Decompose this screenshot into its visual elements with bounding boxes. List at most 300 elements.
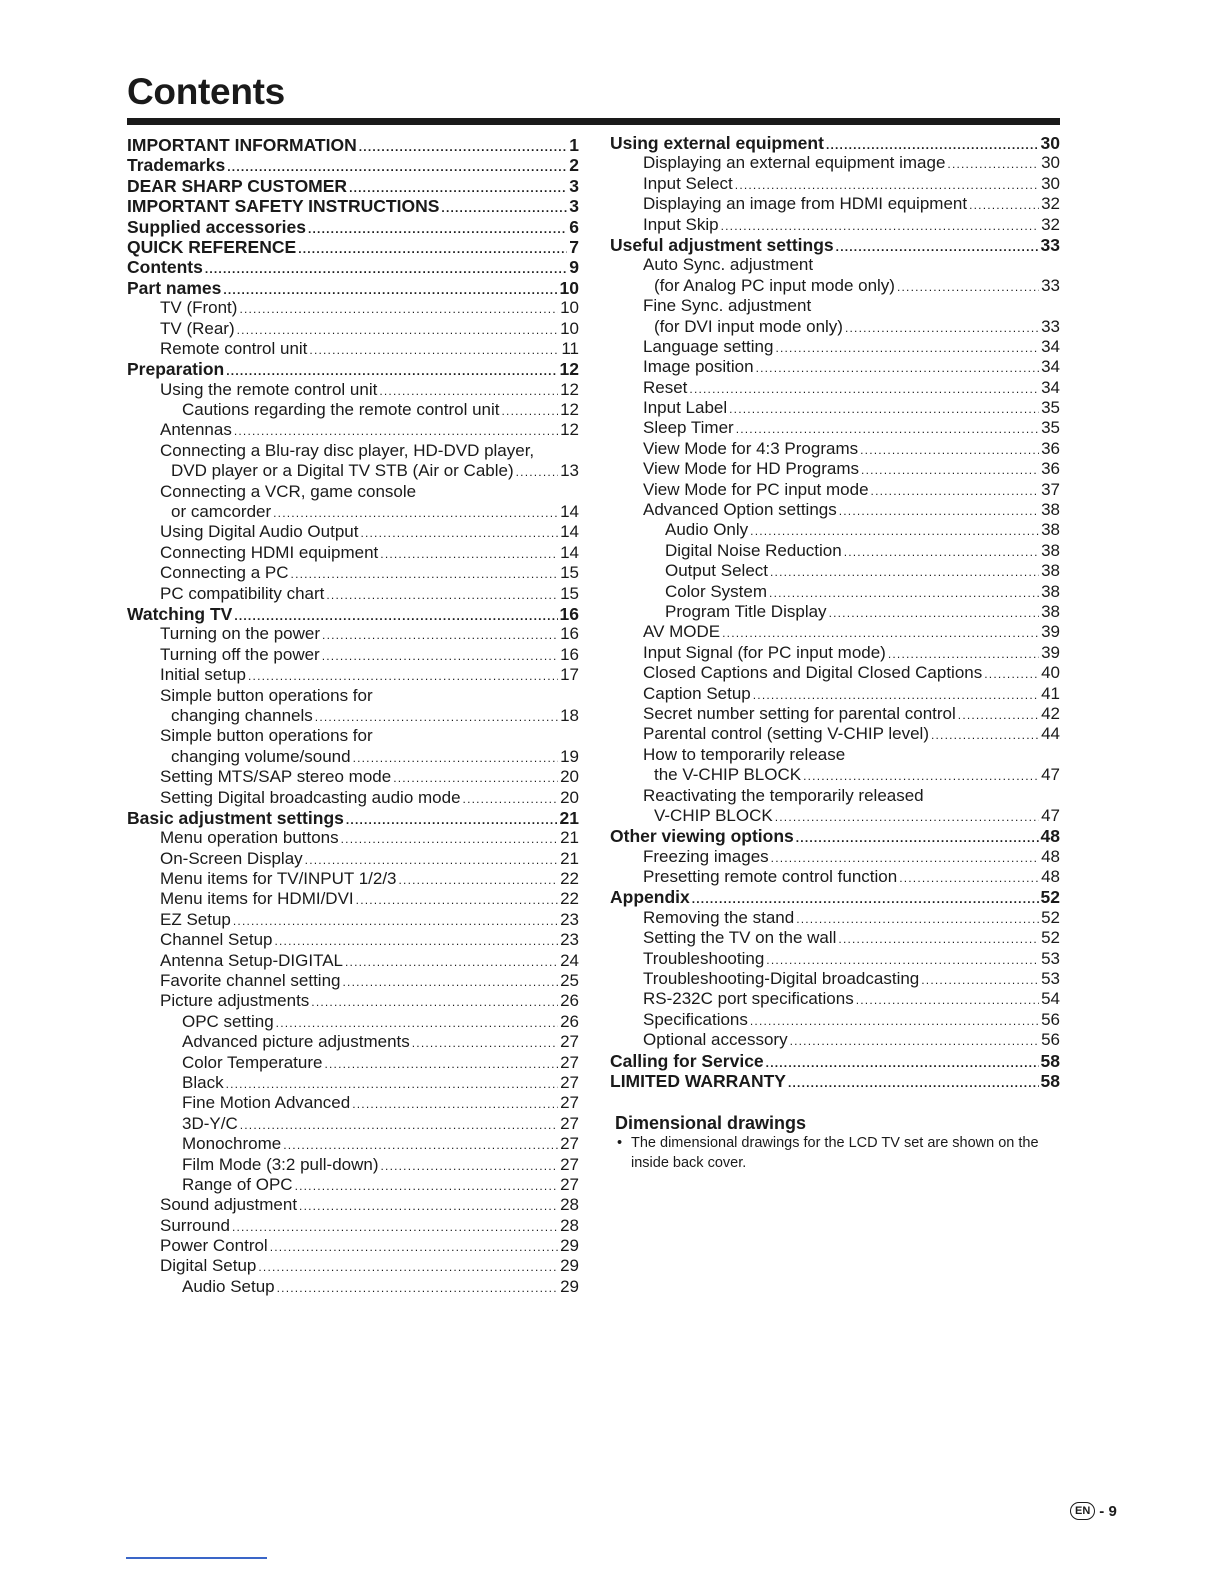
toc-leader-dots <box>845 318 1039 338</box>
toc-entry-label: or camcorder <box>171 502 272 522</box>
toc-entry-label: Setting MTS/SAP stereo mode <box>160 767 392 787</box>
toc-entry-page: 36 <box>1041 438 1060 458</box>
toc-entry-page: 28 <box>560 1215 579 1235</box>
toc-entry-label: Freezing images <box>643 846 769 866</box>
toc-entry[interactable] <box>127 1175 579 1195</box>
toc-entry[interactable] <box>127 196 579 216</box>
toc-entry[interactable] <box>127 461 579 481</box>
toc-entry[interactable] <box>610 520 1060 540</box>
toc-entry-label: Menu items for TV/INPUT 1/2/3 <box>160 869 397 889</box>
toc-entry-page: 14 <box>560 502 579 522</box>
page-number <box>1070 1502 1117 1520</box>
toc-entry[interactable] <box>610 847 1060 867</box>
toc-entry-page: 29 <box>560 1256 579 1276</box>
toc-entry[interactable] <box>127 441 579 461</box>
toc-entry[interactable] <box>127 1277 579 1297</box>
toc-leader-dots <box>324 1054 558 1074</box>
toc-entry[interactable] <box>127 135 579 155</box>
toc-entry-page: 22 <box>560 889 579 909</box>
toc-entry-label: Connecting a Blu-ray disc player, HD-DVD player, <box>160 440 535 460</box>
toc-entry-label: Calling for Service <box>610 1050 764 1071</box>
toc-entry-label: Channel Setup <box>160 930 273 950</box>
toc-entry[interactable] <box>127 359 579 379</box>
toc-entry-page: 26 <box>560 1011 579 1031</box>
toc-entry[interactable] <box>610 276 1060 296</box>
toc-entry-label: How to temporarily release <box>643 744 846 764</box>
toc-entry[interactable] <box>610 806 1060 826</box>
toc-leader-dots <box>234 421 558 441</box>
toc-leader-dots <box>826 135 1039 155</box>
toc-entry-page: 27 <box>560 1052 579 1072</box>
toc-entry-label: Supplied accessories <box>127 216 306 237</box>
toc-leader-dots <box>771 848 1039 868</box>
toc-entry[interactable] <box>127 1256 579 1276</box>
toc-leader-dots <box>295 1176 559 1196</box>
toc-entry-page: 24 <box>560 950 579 970</box>
toc-entry-label: DVD player or a Digital TV STB (Air or Cable) <box>171 461 514 481</box>
toc-entry-page: 7 <box>569 236 579 257</box>
toc-leader-dots <box>359 137 568 157</box>
toc-entry-page: 30 <box>1040 133 1060 153</box>
toc-leader-dots <box>756 358 1040 378</box>
toc-leader-dots <box>921 970 1039 990</box>
toc-entry-label: Setting Digital broadcasting audio mode <box>160 787 461 807</box>
toc-entry[interactable] <box>127 1093 579 1113</box>
title-rule <box>127 118 1060 125</box>
toc-entry-label: Displaying an image from HDMI equipment <box>643 194 968 214</box>
toc-leader-dots <box>836 237 1039 257</box>
toc-leader-dots <box>856 990 1039 1010</box>
toc-entry-label: Monochrome <box>182 1134 282 1154</box>
toc-entry-label: V-CHIP BLOCK <box>654 805 773 825</box>
toc-entry[interactable] <box>610 296 1060 316</box>
toc-entry[interactable] <box>610 500 1060 520</box>
toc-leader-dots <box>308 219 567 239</box>
toc-leader-dots <box>270 1237 558 1257</box>
toc-leader-dots <box>947 154 1039 174</box>
toc-leader-dots <box>248 666 558 686</box>
toc-entry[interactable] <box>610 826 1060 846</box>
toc-entry[interactable] <box>127 176 579 196</box>
toc-entry[interactable] <box>127 706 579 726</box>
toc-entry-page: 53 <box>1041 969 1060 989</box>
toc-leader-dots <box>277 1278 558 1298</box>
toc-entry[interactable] <box>127 257 579 277</box>
toc-entry-label: Closed Captions and Digital Closed Captions <box>643 663 983 683</box>
toc-entry-page: 3 <box>569 196 579 217</box>
toc-entry[interactable] <box>127 563 579 583</box>
toc-entry[interactable] <box>610 908 1060 928</box>
toc-entry-label: RS-232C port specifications <box>643 989 854 1009</box>
dimensional-drawings-note <box>617 1134 1067 1173</box>
toc-entry[interactable] <box>127 1195 579 1215</box>
toc-entry[interactable] <box>127 584 579 604</box>
toc-entry-label: Initial setup <box>160 665 246 685</box>
toc-leader-dots <box>861 460 1039 480</box>
toc-entry[interactable] <box>127 1053 579 1073</box>
toc-leader-dots <box>356 890 558 910</box>
toc-entry-label: Audio Setup <box>182 1276 275 1296</box>
toc-entry[interactable] <box>610 949 1060 969</box>
toc-entry-page: 27 <box>560 1093 579 1113</box>
toc-entry[interactable] <box>127 869 579 889</box>
toc-leader-dots <box>393 768 558 788</box>
dimensional-drawings-text: The dimensional drawings for the LCD TV set are shown on the inside back cover. <box>631 1135 1039 1171</box>
toc-entry-label: Range of OPC <box>182 1174 293 1194</box>
toc-leader-dots <box>958 705 1039 725</box>
toc-entry[interactable] <box>610 418 1060 438</box>
toc-entry[interactable] <box>127 400 579 420</box>
toc-leader-dots <box>343 972 559 992</box>
toc-entry-page: 16 <box>560 644 579 664</box>
toc-entry[interactable] <box>610 684 1060 704</box>
toc-entry-label: AV MODE <box>643 622 721 642</box>
toc-entry-page: 21 <box>560 848 579 868</box>
toc-entry-label: Program Title Display <box>665 601 827 621</box>
toc-entry[interactable] <box>127 726 579 746</box>
toc-entry-label: Menu operation buttons <box>160 828 339 848</box>
toc-entry[interactable] <box>610 928 1060 948</box>
toc-entry-label: Useful adjustment settings <box>610 234 834 255</box>
toc-entry[interactable] <box>127 951 579 971</box>
toc-entry-page: 37 <box>1041 479 1060 499</box>
toc-entry-label: Preparation <box>127 359 225 380</box>
toc-entry-label: OPC setting <box>182 1011 274 1031</box>
toc-leader-dots <box>897 277 1039 297</box>
toc-entry-page: 35 <box>1041 398 1060 418</box>
toc-entry-page: 48 <box>1041 867 1060 887</box>
toc-entry[interactable] <box>610 745 1060 765</box>
toc-leader-dots <box>380 544 558 564</box>
toc-leader-dots <box>273 503 558 523</box>
toc-entry[interactable] <box>127 808 579 828</box>
toc-entry-label: Color System <box>665 581 768 601</box>
toc-entry[interactable] <box>127 420 579 440</box>
toc-entry-page: 28 <box>560 1195 579 1215</box>
toc-entry-label: IMPORTANT INFORMATION <box>127 135 357 155</box>
toc-leader-dots <box>226 1074 559 1094</box>
toc-leader-dots <box>291 564 559 584</box>
toc-entry[interactable] <box>610 704 1060 724</box>
toc-leader-dots <box>299 1196 558 1216</box>
toc-entry-label: Power Control <box>160 1236 268 1256</box>
toc-entry[interactable] <box>610 174 1060 194</box>
toc-leader-dots <box>766 1053 1039 1073</box>
toc-entry-page: 14 <box>560 522 579 542</box>
toc-entry-label: Other viewing options <box>610 826 794 847</box>
toc-entry-label: Menu items for HDMI/DVI <box>160 889 354 909</box>
toc-leader-dots <box>322 646 558 666</box>
toc-entry-label: Using Digital Audio Output <box>160 522 359 542</box>
toc-entry-page: 3 <box>569 175 579 196</box>
toc-leader-dots <box>692 889 1039 909</box>
toc-entry-page: 40 <box>1041 663 1060 683</box>
toc-leader-dots <box>239 299 558 319</box>
toc-entry-page: 20 <box>560 787 579 807</box>
toc-entry-label: Using external equipment <box>610 133 824 153</box>
toc-entry[interactable] <box>127 788 579 808</box>
toc-leader-dots <box>899 868 1039 888</box>
toc-entry-page: 30 <box>1041 153 1060 173</box>
toc-entry-page: 29 <box>560 1236 579 1256</box>
toc-entry[interactable] <box>127 1216 579 1236</box>
toc-leader-dots <box>829 603 1040 623</box>
toc-entry-page: 13 <box>560 461 579 481</box>
toc-entry-page: 21 <box>560 828 579 848</box>
toc-entry[interactable] <box>610 480 1060 500</box>
toc-entry-page: 38 <box>1041 540 1060 560</box>
toc-entry[interactable] <box>127 665 579 685</box>
toc-entry-page: 36 <box>1041 459 1060 479</box>
toc-entry-label: Troubleshooting-Digital broadcasting <box>643 969 920 989</box>
toc-entry[interactable] <box>127 217 579 237</box>
toc-entry-page: 9 <box>569 257 579 278</box>
toc-leader-dots <box>326 585 558 605</box>
toc-entry[interactable] <box>127 624 579 644</box>
toc-entry-label: Contents <box>127 257 203 278</box>
toc-entry-page: 33 <box>1041 316 1060 336</box>
toc-leader-dots <box>722 623 1039 643</box>
toc-entry-label: QUICK REFERENCE <box>127 236 297 257</box>
toc-entry[interactable] <box>610 215 1060 235</box>
toc-leader-dots <box>860 440 1039 460</box>
toc-entry[interactable] <box>127 543 579 563</box>
toc-leader-dots <box>379 381 558 401</box>
toc-entry[interactable] <box>610 724 1060 744</box>
toc-entry[interactable] <box>127 645 579 665</box>
toc-entry[interactable] <box>127 747 579 767</box>
toc-leader-dots <box>838 929 1039 949</box>
toc-entry[interactable] <box>127 339 579 359</box>
toc-entry-page: 33 <box>1041 275 1060 295</box>
toc-entry[interactable] <box>127 1134 579 1154</box>
toc-leader-dots <box>234 606 557 626</box>
toc-leader-dots <box>258 1257 558 1277</box>
toc-entry[interactable] <box>610 765 1060 785</box>
toc-entry[interactable] <box>127 1073 579 1093</box>
toc-entry-page: 32 <box>1041 214 1060 234</box>
toc-leader-dots <box>753 685 1039 705</box>
toc-leader-dots <box>227 157 567 177</box>
toc-entry-page: 42 <box>1041 703 1060 723</box>
toc-leader-dots <box>931 725 1039 745</box>
toc-entry-label: Antenna Setup-DIGITAL <box>160 950 344 970</box>
toc-entry[interactable] <box>610 398 1060 418</box>
toc-entry[interactable] <box>127 604 579 624</box>
toc-entry[interactable] <box>610 378 1060 398</box>
toc-entry[interactable] <box>127 910 579 930</box>
toc-leader-dots <box>888 644 1039 664</box>
toc-leader-dots <box>276 1013 558 1033</box>
toc-entry-page: 58 <box>1040 1070 1060 1091</box>
toc-entry[interactable] <box>610 887 1060 907</box>
toc-leader-dots <box>353 748 559 768</box>
toc-entry[interactable] <box>127 971 579 991</box>
toc-entry-label: Input Label <box>643 398 728 418</box>
toc-entry-label: View Mode for HD Programs <box>643 459 860 479</box>
toc-entry-label: Reactivating the temporarily released <box>643 785 924 805</box>
toc-leader-dots <box>844 542 1039 562</box>
toc-entry[interactable] <box>127 482 579 502</box>
toc-entry-label: View Mode for PC input mode <box>643 479 869 499</box>
toc-entry[interactable] <box>610 663 1060 683</box>
toc-entry-page: 10 <box>560 318 579 338</box>
toc-left-column <box>127 135 579 1297</box>
toc-entry-page: 27 <box>560 1174 579 1194</box>
toc-entry[interactable] <box>127 237 579 257</box>
toc-entry-label: Simple button operations for <box>160 726 373 746</box>
toc-entry-page: 18 <box>560 705 579 725</box>
toc-leader-dots <box>237 320 558 340</box>
toc-entry-page: 41 <box>1041 683 1060 703</box>
toc-entry-page: 16 <box>560 624 579 644</box>
dimensional-drawings-heading: Dimensional drawings <box>615 1113 807 1133</box>
toc-entry[interactable] <box>127 278 579 298</box>
toc-entry[interactable] <box>127 522 579 542</box>
toc-entry-page: 27 <box>560 1154 579 1174</box>
toc-entry-page: 12 <box>560 420 579 440</box>
toc-leader-dots <box>233 911 558 931</box>
toc-entry[interactable] <box>610 1051 1060 1071</box>
toc-entry[interactable] <box>127 889 579 909</box>
toc-entry-label: Fine Sync. adjustment <box>643 296 812 316</box>
toc-entry[interactable] <box>127 1155 579 1175</box>
toc-entry[interactable] <box>610 643 1060 663</box>
toc-entry[interactable] <box>127 828 579 848</box>
toc-leader-dots <box>721 216 1039 236</box>
toc-entry[interactable] <box>610 541 1060 561</box>
toc-entry[interactable] <box>610 337 1060 357</box>
toc-leader-dots <box>349 178 567 198</box>
toc-entry[interactable] <box>127 991 579 1011</box>
toc-entry[interactable] <box>127 380 579 400</box>
toc-entry[interactable] <box>127 767 579 787</box>
toc-entry-page: 20 <box>560 767 579 787</box>
toc-entry[interactable] <box>610 357 1060 377</box>
toc-leader-dots <box>750 1011 1039 1031</box>
toc-entry-page: 38 <box>1041 581 1060 601</box>
toc-entry[interactable] <box>610 989 1060 1009</box>
toc-entry-page: 47 <box>1041 805 1060 825</box>
toc-entry-label: Part names <box>127 277 222 298</box>
page-title: Contents <box>127 71 285 112</box>
toc-entry-label: Appendix <box>610 887 690 908</box>
toc-entry-page: 47 <box>1041 765 1060 785</box>
toc-entry-page: 19 <box>560 746 579 766</box>
toc-entry[interactable] <box>127 1114 579 1134</box>
toc-entry[interactable] <box>127 155 579 175</box>
toc-entry-label: Digital Setup <box>160 1256 257 1276</box>
toc-entry[interactable] <box>610 582 1060 602</box>
toc-leader-dots <box>322 625 558 645</box>
toc-entry-page: 15 <box>560 563 579 583</box>
toc-entry-label: Surround <box>160 1215 230 1235</box>
toc-entry-label: Secret number setting for parental control <box>643 703 956 723</box>
toc-leader-dots <box>283 1135 558 1155</box>
toc-entry[interactable] <box>610 1030 1060 1050</box>
toc-entry[interactable] <box>610 867 1060 887</box>
toc-entry[interactable] <box>610 969 1060 989</box>
toc-leader-dots <box>788 1073 1039 1093</box>
toc-entry-page: 27 <box>560 1032 579 1052</box>
toc-entry-page: 56 <box>1041 1030 1060 1050</box>
toc-entry-page: 56 <box>1041 1009 1060 1029</box>
toc-entry[interactable] <box>127 1236 579 1256</box>
toc-entry-page: 6 <box>569 216 579 237</box>
toc-entry-label: Turning off the power <box>160 644 320 664</box>
bullet-icon: • <box>617 1135 623 1151</box>
toc-entry[interactable] <box>127 319 579 339</box>
toc-leader-dots <box>223 280 557 300</box>
toc-entry-page: 35 <box>1041 418 1060 438</box>
toc-entry[interactable] <box>610 622 1060 642</box>
toc-entry-page: 52 <box>1041 928 1060 948</box>
toc-entry-label: TV (Rear) <box>160 318 235 338</box>
toc-entry[interactable] <box>610 459 1060 479</box>
toc-entry[interactable] <box>610 1010 1060 1030</box>
toc-entry-label: Basic adjustment settings <box>127 807 344 828</box>
toc-entry-label: Optional accessory <box>643 1030 788 1050</box>
toc-entry[interactable] <box>610 255 1060 275</box>
toc-entry-label: Watching TV <box>127 603 233 624</box>
toc-entry-label: Image position <box>643 357 754 377</box>
toc-entry-label: Output Select <box>665 561 769 581</box>
toc-entry[interactable] <box>127 686 579 706</box>
toc-entry[interactable] <box>127 1012 579 1032</box>
toc-entry[interactable] <box>610 602 1060 622</box>
toc-leader-dots <box>502 401 559 421</box>
toc-entry-page: 29 <box>560 1276 579 1296</box>
toc-entry[interactable] <box>127 1032 579 1052</box>
toc-entry[interactable] <box>127 298 579 318</box>
toc-entry-page: 34 <box>1041 377 1060 397</box>
toc-leader-dots <box>341 829 558 849</box>
toc-entry-label: Advanced picture adjustments <box>182 1032 410 1052</box>
toc-entry[interactable] <box>610 1071 1060 1091</box>
toc-entry-label: Auto Sync. adjustment <box>643 255 814 275</box>
toc-entry-page: 48 <box>1041 846 1060 866</box>
toc-entry[interactable] <box>127 502 579 522</box>
toc-leader-dots <box>984 664 1039 684</box>
toc-entry[interactable] <box>610 561 1060 581</box>
toc-leader-dots <box>871 481 1040 501</box>
toc-entry[interactable] <box>610 786 1060 806</box>
toc-entry[interactable] <box>610 439 1060 459</box>
toc-entry[interactable] <box>610 153 1060 173</box>
toc-leader-dots <box>399 870 559 890</box>
toc-leader-dots <box>770 562 1039 582</box>
toc-leader-dots <box>360 523 558 543</box>
toc-leader-dots <box>346 810 558 830</box>
toc-entry[interactable] <box>610 317 1060 337</box>
toc-entry[interactable] <box>127 930 579 950</box>
toc-entry-page: 27 <box>560 1113 579 1133</box>
toc-entry-label: Favorite channel setting <box>160 971 341 991</box>
toc-entry[interactable] <box>127 849 579 869</box>
toc-entry-page: 33 <box>1040 234 1060 255</box>
toc-entry-label: Caption Setup <box>643 683 751 703</box>
toc-entry[interactable] <box>610 133 1060 153</box>
toc-entry-page: 22 <box>560 869 579 889</box>
toc-entry-label: Sleep Timer <box>643 418 734 438</box>
toc-leader-dots <box>775 338 1039 358</box>
toc-entry[interactable] <box>610 235 1060 255</box>
toc-leader-dots <box>839 501 1039 521</box>
toc-entry-label: Simple button operations for <box>160 685 373 705</box>
toc-entry-page: 48 <box>1040 826 1060 847</box>
toc-leader-dots <box>345 952 558 972</box>
toc-entry[interactable] <box>610 194 1060 214</box>
